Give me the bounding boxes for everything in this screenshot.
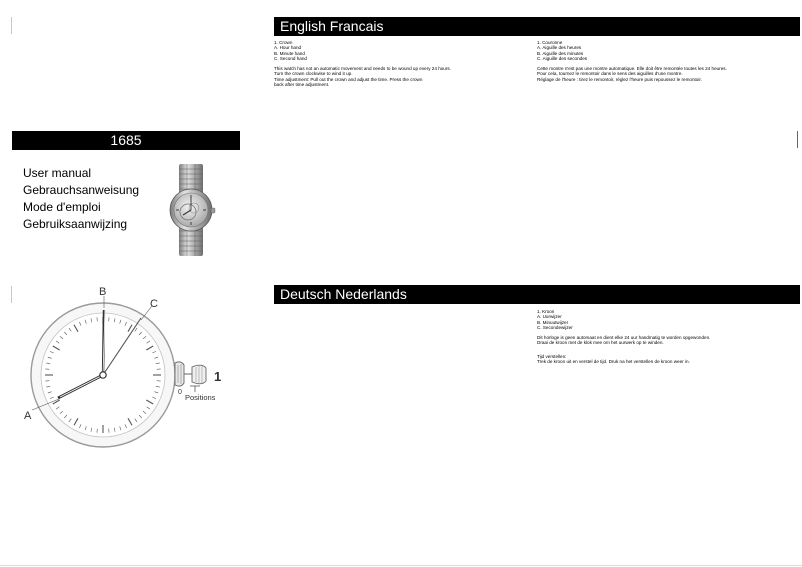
registration-tick [797,131,798,148]
registration-tick [11,286,12,303]
label-b: B [99,286,107,298]
crown-label-0: 0 [178,389,182,396]
registration-tick [11,17,12,34]
english-part: 1. Crown [274,40,293,45]
manual-title-list [23,165,139,233]
label-c: C [150,298,158,310]
watch-product-image [163,164,219,256]
english-part: A. Hour hand [274,45,302,51]
english-instruction: This watch has not an automatic movement and needs to be wound up every 24 hours. [274,66,451,72]
dutch-text-block [537,309,710,364]
english-instruction: back after time adjustment. [274,82,330,88]
model-number-bar: 1685 [12,131,240,150]
french-instruction: Cette montre n'est pas une montre automatique. Elle doit être remontée toutes les 24 heures. [537,66,727,72]
manual-title-english: User manual [23,166,92,180]
french-instruction: Pour cela, tournez le remontoir dans le sens des aiguilles d'une montre. [537,71,683,77]
crown-label-1: 1 [214,369,222,384]
english-part: B. Minute hand [274,50,305,56]
english-part: C. Second hand [274,55,307,61]
french-part: A. Aiguille des heures [537,45,582,51]
dutch-part: 1. Kroon [537,309,555,314]
section-header-german-dutch: Deutsch Nederlands [274,285,800,304]
dutch-part: A. Uurwijzer [537,314,562,320]
dutch-instruction: Dit horloge is geen automaat en dient elke 24 uur handmatig te worden opgewonden. [537,335,711,341]
english-text-block [274,40,451,87]
french-part: B. Aiguille des minutes [537,50,584,56]
center-pin [100,372,106,378]
watch-hands-diagram [18,280,243,460]
french-instruction: Réglage de l'heure : tirez le remontoir, réglez l'heure puis repoussez le remontoir. [537,76,702,82]
french-part: C. Aiguille des secondes [537,55,588,61]
french-part: 1. Couronne [537,40,563,45]
dutch-part: C. Secondewijzer [537,324,573,330]
positions-label: Positions [185,393,216,402]
dutch-adjust-title: Tijd verstellen: [537,353,567,359]
manual-title-french: Mode d'emploi [23,200,101,214]
crown-position-0 [175,362,184,386]
manual-title-dutch: Gebruiksaanwijzing [23,217,128,231]
manual-title-german: Gebrauchsanweisung [23,183,140,197]
section-header-english-french: English Francais [274,17,800,36]
dutch-instruction: Draai de kroon met de klok mee om het uurwerk op te winden. [537,340,664,346]
label-a: A [24,410,32,422]
dutch-part: B. Minuutwijzer [537,319,569,325]
dutch-adjust-text: Trek de kroon uit en verstel de tijd. Druk na het verstellen de kroon weer in. [537,359,690,365]
english-instruction: Time adjustment: Pull out the crown and adjust the time. Press the crown [274,76,423,82]
page-bottom-rule [0,565,802,566]
english-instruction: Turn the crown clockwise to wind it up. [274,71,353,77]
french-text-block [537,40,727,82]
